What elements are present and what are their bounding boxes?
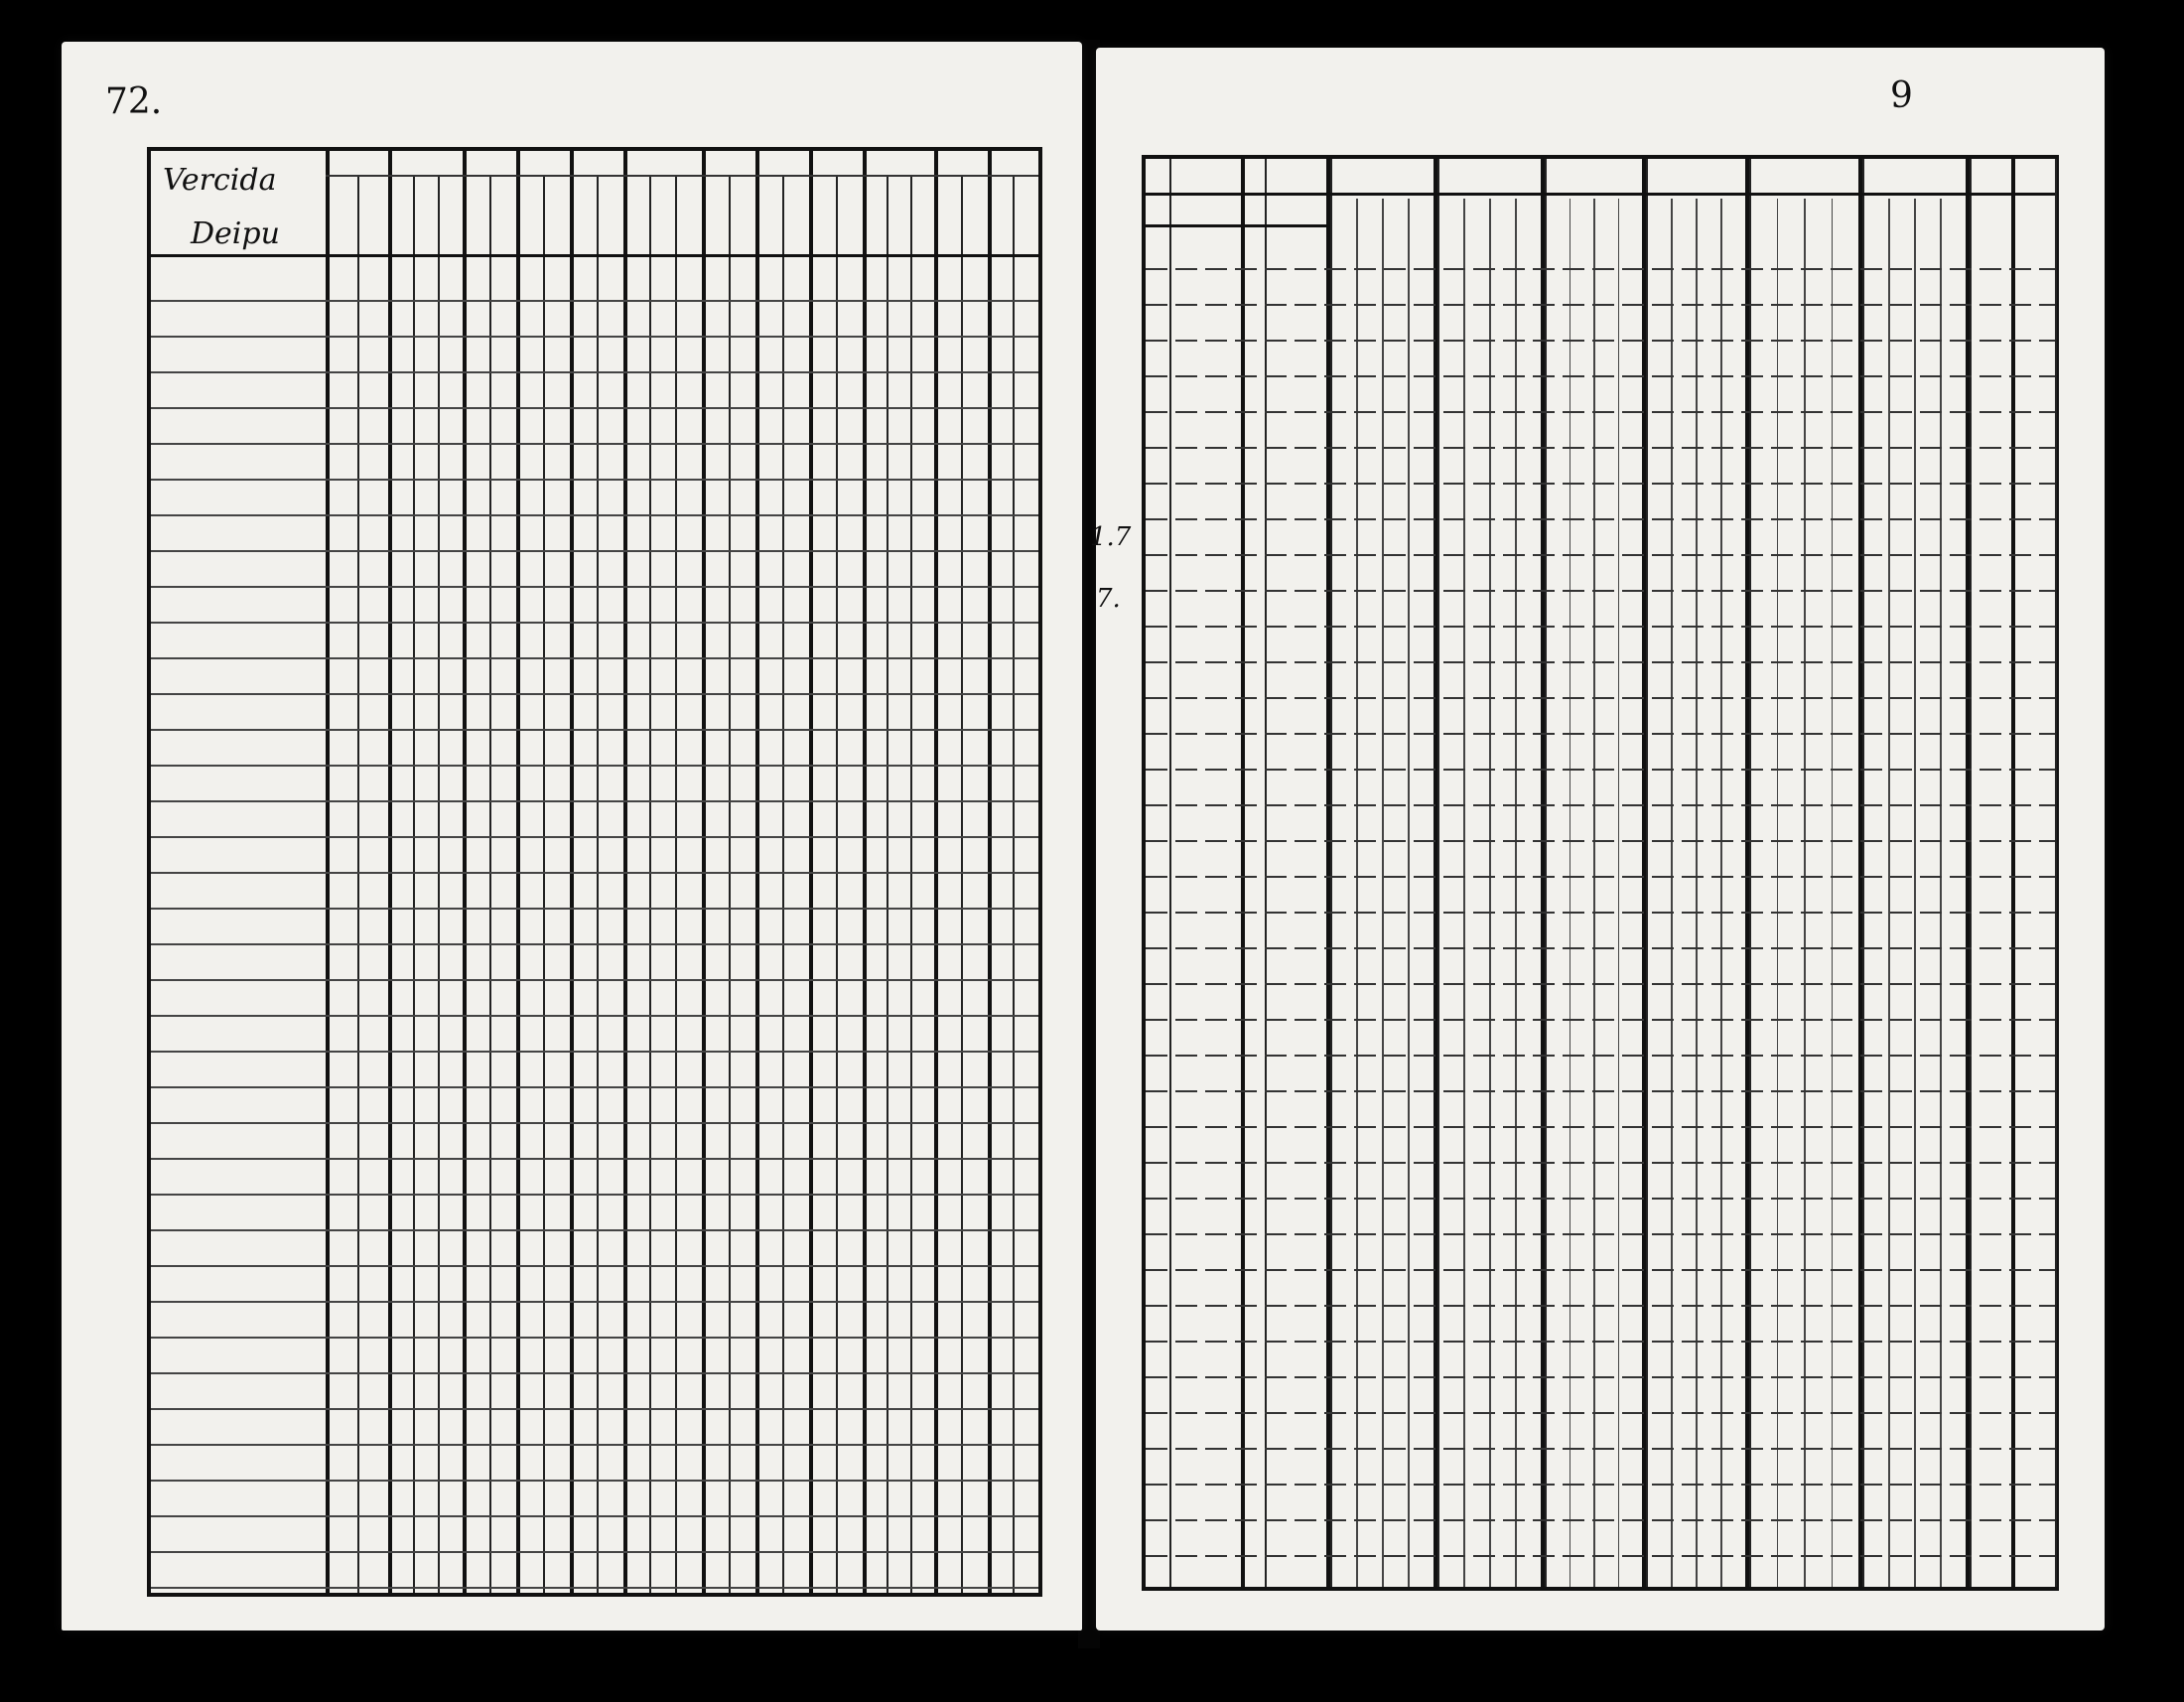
left-row-line xyxy=(151,443,1038,445)
left-register-table xyxy=(147,147,1042,1597)
left-sub-divider xyxy=(675,177,677,1593)
right-year-subdivider xyxy=(1888,199,1890,1587)
right-row-line xyxy=(1146,1555,2055,1557)
right-row-line xyxy=(1146,1376,2055,1378)
page-number-left: 72. xyxy=(105,81,163,122)
right-row-line xyxy=(1146,661,2055,663)
margin-mark-1: 1.7 xyxy=(1090,522,1132,552)
right-row-line xyxy=(1146,268,2055,270)
left-row-line xyxy=(151,1194,1038,1196)
right-row-line xyxy=(1146,1305,2055,1307)
right-row-line xyxy=(1146,1090,2055,1092)
left-row-line xyxy=(151,693,1038,695)
left-row-line xyxy=(151,1158,1038,1160)
left-row-line xyxy=(151,407,1038,409)
right-column-divider xyxy=(1241,159,1245,1587)
left-sub-divider xyxy=(489,177,491,1593)
column-title-line2: Deipu xyxy=(191,216,280,251)
left-header-bottom-line xyxy=(151,254,1038,257)
left-sub-divider xyxy=(438,177,440,1593)
left-sub-divider xyxy=(597,177,599,1593)
left-row-line xyxy=(151,1051,1038,1053)
left-row-line xyxy=(151,1444,1038,1446)
left-sub-divider xyxy=(1013,177,1015,1593)
right-column-divider xyxy=(2011,159,2015,1587)
left-row-line xyxy=(151,586,1038,588)
right-row-line xyxy=(1146,304,2055,306)
right-column-divider xyxy=(1545,159,1547,1587)
right-row-line xyxy=(1146,769,2055,771)
left-sub-divider xyxy=(961,177,963,1593)
right-row-line xyxy=(1146,1448,2055,1450)
left-row-line xyxy=(151,1265,1038,1267)
right-year-subdivider xyxy=(1777,199,1779,1587)
right-year-subdivider xyxy=(1804,199,1806,1587)
right-row-line xyxy=(1146,912,2055,914)
right-row-line xyxy=(1146,1484,2055,1486)
left-row-line xyxy=(151,1086,1038,1088)
right-column-divider xyxy=(1970,159,1972,1587)
right-row-line xyxy=(1146,1126,2055,1128)
left-sub-divider xyxy=(887,177,888,1593)
left-row-line xyxy=(151,1122,1038,1124)
left-row-line xyxy=(151,872,1038,874)
right-row-line xyxy=(1146,1412,2055,1414)
left-row-line xyxy=(151,1515,1038,1517)
right-page xyxy=(1090,48,2105,1631)
left-sub-divider xyxy=(836,177,838,1593)
right-row-line xyxy=(1146,697,2055,699)
left-row-line xyxy=(151,800,1038,802)
right-row-line xyxy=(1146,840,2055,842)
left-sub-divider xyxy=(357,177,359,1593)
left-row-line xyxy=(151,1337,1038,1339)
left-row-line xyxy=(151,1587,1038,1589)
right-year-subdivider xyxy=(1570,199,1571,1587)
right-year-subdivider xyxy=(1382,199,1384,1587)
left-row-line xyxy=(151,943,1038,945)
right-column-divider xyxy=(1437,159,1439,1587)
left-sub-divider xyxy=(413,177,415,1593)
left-sub-divider xyxy=(910,177,912,1593)
right-year-subdivider xyxy=(1940,199,1942,1587)
left-row-line xyxy=(151,765,1038,767)
right-year-subdivider xyxy=(1515,199,1517,1587)
page-number-right: 9 xyxy=(1890,75,1913,116)
left-row-line xyxy=(151,979,1038,981)
left-row-line xyxy=(151,1301,1038,1303)
right-row-line xyxy=(1146,411,2055,413)
left-row-line xyxy=(151,479,1038,481)
left-row-line xyxy=(151,550,1038,552)
left-row-line xyxy=(151,729,1038,731)
right-year-subdivider xyxy=(1720,199,1722,1587)
column-title-line1: Vercida xyxy=(163,163,277,198)
right-row-line xyxy=(1146,590,2055,592)
right-column-divider xyxy=(1749,159,1751,1587)
right-row-line xyxy=(1146,1519,2055,1521)
left-row-line xyxy=(151,622,1038,624)
right-row-line xyxy=(1146,375,2055,377)
left-row-line xyxy=(151,300,1038,302)
left-row-line xyxy=(151,336,1038,338)
right-row-line xyxy=(1146,1198,2055,1200)
left-sub-divider xyxy=(782,177,784,1593)
right-column-divider xyxy=(1265,159,1267,1587)
left-row-line xyxy=(151,1480,1038,1482)
left-row-line xyxy=(151,371,1038,373)
left-row-line xyxy=(151,1229,1038,1231)
left-row-line xyxy=(151,908,1038,910)
left-page xyxy=(62,42,1082,1631)
right-year-subdivider xyxy=(1593,199,1595,1587)
right-row-line xyxy=(1146,1269,2055,1271)
left-header-line xyxy=(326,175,1038,177)
right-row-line xyxy=(1146,340,2055,342)
right-row-line xyxy=(1146,554,2055,556)
right-row-line xyxy=(1146,876,2055,878)
margin-mark-2: 7. xyxy=(1096,584,1121,614)
left-row-line xyxy=(151,1015,1038,1017)
right-column-divider xyxy=(2055,159,2057,1587)
right-year-subdivider xyxy=(1671,199,1673,1587)
left-sub-divider xyxy=(729,177,731,1593)
left-row-line xyxy=(151,1551,1038,1553)
right-row-line xyxy=(1146,983,2055,985)
left-row-line xyxy=(151,1408,1038,1410)
left-row-line xyxy=(151,836,1038,838)
right-row-line xyxy=(1146,626,2055,628)
right-row-line xyxy=(1146,1341,2055,1343)
right-column-divider xyxy=(1646,159,1648,1587)
right-year-subdivider xyxy=(1408,199,1410,1587)
right-row-line xyxy=(1146,733,2055,735)
right-year-subdivider xyxy=(1914,199,1916,1587)
left-row-line xyxy=(151,1372,1038,1374)
right-row-line xyxy=(1146,804,2055,806)
right-register-table xyxy=(1142,155,2059,1591)
right-row-line xyxy=(1146,518,2055,520)
left-row-line xyxy=(151,514,1038,516)
right-subheader-line xyxy=(1146,224,1326,227)
right-row-line xyxy=(1146,447,2055,449)
right-row-line xyxy=(1146,1055,2055,1057)
right-column-divider xyxy=(1169,159,1171,1587)
right-year-subdivider xyxy=(1489,199,1491,1587)
right-year-subdivider xyxy=(1618,199,1620,1587)
right-year-subdivider xyxy=(1832,199,1834,1587)
left-row-line xyxy=(151,657,1038,659)
right-column-divider xyxy=(1330,159,1332,1587)
right-year-subdivider xyxy=(1696,199,1698,1587)
right-header-line xyxy=(1146,193,2055,196)
left-sub-divider xyxy=(649,177,651,1593)
right-column-divider xyxy=(1862,159,1864,1587)
left-sub-divider xyxy=(543,177,545,1593)
right-year-subdivider xyxy=(1356,199,1358,1587)
right-year-subdivider xyxy=(1463,199,1465,1587)
right-row-line xyxy=(1146,947,2055,949)
right-row-line xyxy=(1146,1162,2055,1164)
right-row-line xyxy=(1146,483,2055,485)
right-row-line xyxy=(1146,1019,2055,1021)
right-row-line xyxy=(1146,1233,2055,1235)
